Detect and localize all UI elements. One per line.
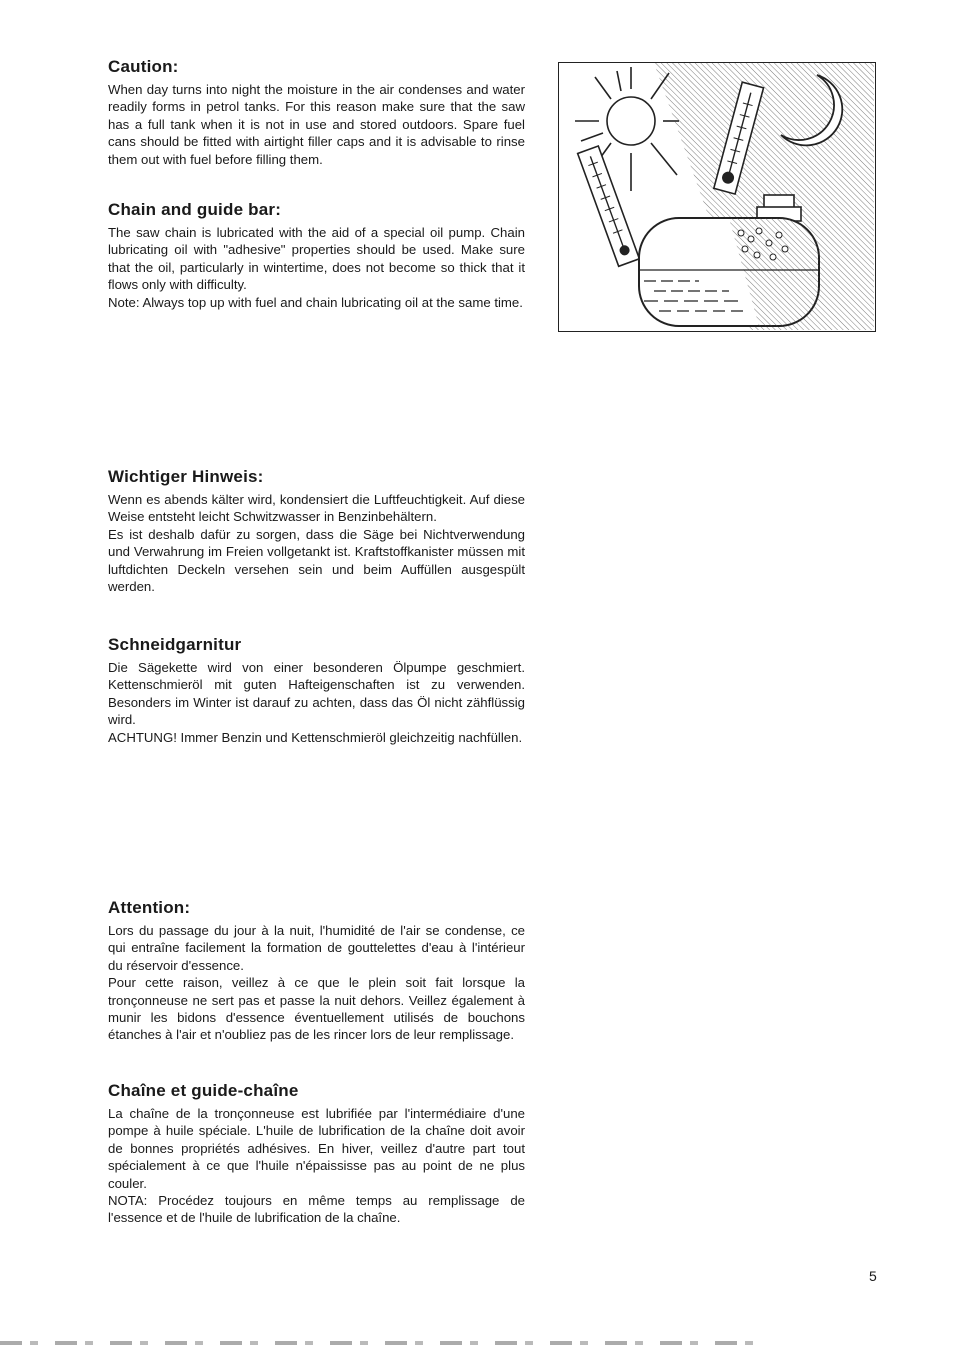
heading-attention: Attention: <box>108 898 191 917</box>
section-attention <box>108 898 525 1044</box>
heading-wichtiger-hinweis: Wichtiger Hinweis: <box>108 467 264 486</box>
paragraph: Note: Always top up with fuel and chain lubricating oil at the same time. <box>108 294 523 310</box>
paragraph: Die Sägekette wird von einer besonderen Ölpumpe geschmiert. Kettenschmieröl mit guten Hafteigenschaften ist zu verwenden. Besonders im Winter ist darauf zu achten, dass das Öl nicht zähflüssig wird. <box>108 660 525 728</box>
paragraph: NOTA: Procédez toujours en même temps au remplissage de l'essence et de l'huile de lubrification de la chaîne. <box>108 1193 525 1226</box>
section-wichtiger-hinweis <box>108 467 525 595</box>
heading-chaine-guide-chaine: Chaîne et guide-chaîne <box>108 1081 299 1100</box>
heading-chain-guide-bar: Chain and guide bar: <box>108 200 282 219</box>
illustration-svg <box>559 63 874 330</box>
section-chain-guide-bar <box>108 200 525 311</box>
paragraph: La chaîne de la tronçonneuse est lubrifiée par l'intermédiaire d'une pompe à huile spéciale. L'huile de lubrification de la chaîne doit avoir de bonnes propriétés adhésives. En hiver, veillez d'autre part tout spécialement à ce que l'huile n'épaississe pas au point de ne plus couler. <box>108 1106 525 1191</box>
heading-schneidgarnitur: Schneidgarnitur <box>108 635 242 654</box>
paragraph: The saw chain is lubricated with the aid of a special oil pump. Chain lubricating oil with "adhesive" properties should be used. Make sure that the oil, particularly in wintertime, does not become so thick that it flows only with difficulty. <box>108 225 525 293</box>
thermometer-icon <box>578 146 640 266</box>
paragraph: When day turns into night the moisture in the air condenses and water readily forms in petrol tanks. For this reason make sure that the saw has a full tank when it is not in use and stored outdoors. Spare fuel cans should be fitted with airtight filler caps and it is advisable to rinse them out with fuel before filling them. <box>108 82 525 167</box>
paragraph: ACHTUNG! Immer Benzin und Kettenschmieröl gleichzeitig nachfüllen. <box>108 729 523 745</box>
paragraph: Wenn es abends kälter wird, kondensiert die Luftfeuchtigkeit. Auf diese Weise entsteht leicht Schwitzwasser in Benzinbehältern. <box>108 492 525 525</box>
section-chaine-guide-chaine <box>108 1081 525 1227</box>
section-caution <box>108 57 525 168</box>
heading-caution: Caution: <box>108 57 179 76</box>
paragraph: Es ist deshalb dafür zu sorgen, dass die Säge bei Nichtverwendung und Verwahrung im Freien vollgetankt ist. Kraftstoffkanister müssen mit luftdichten Deckeln versehen sein und beim Auffüllen ausgespült werden. <box>108 526 525 595</box>
illustration-condensation <box>558 62 876 332</box>
page-number: 5 <box>869 1268 877 1284</box>
paragraph: Lors du passage du jour à la nuit, l'humidité de l'air se condense, ce qui entraîne facilement la formation de gouttelettes d'eau à l'intérieur du réservoir d'essence. <box>108 923 525 973</box>
section-schneidgarnitur <box>108 635 525 746</box>
scan-artifact <box>0 1341 770 1345</box>
paragraph: Pour cette raison, veillez à ce que le plein soit fait lorsque la tronçonneuse ne sert pas et passe la nuit dehors. Veillez également à munir les bidons d'essence éventuellement utilisés de bouchons étanches à l'air et n'oubliez pas de les rincer lors de leur remplissage. <box>108 975 525 1043</box>
